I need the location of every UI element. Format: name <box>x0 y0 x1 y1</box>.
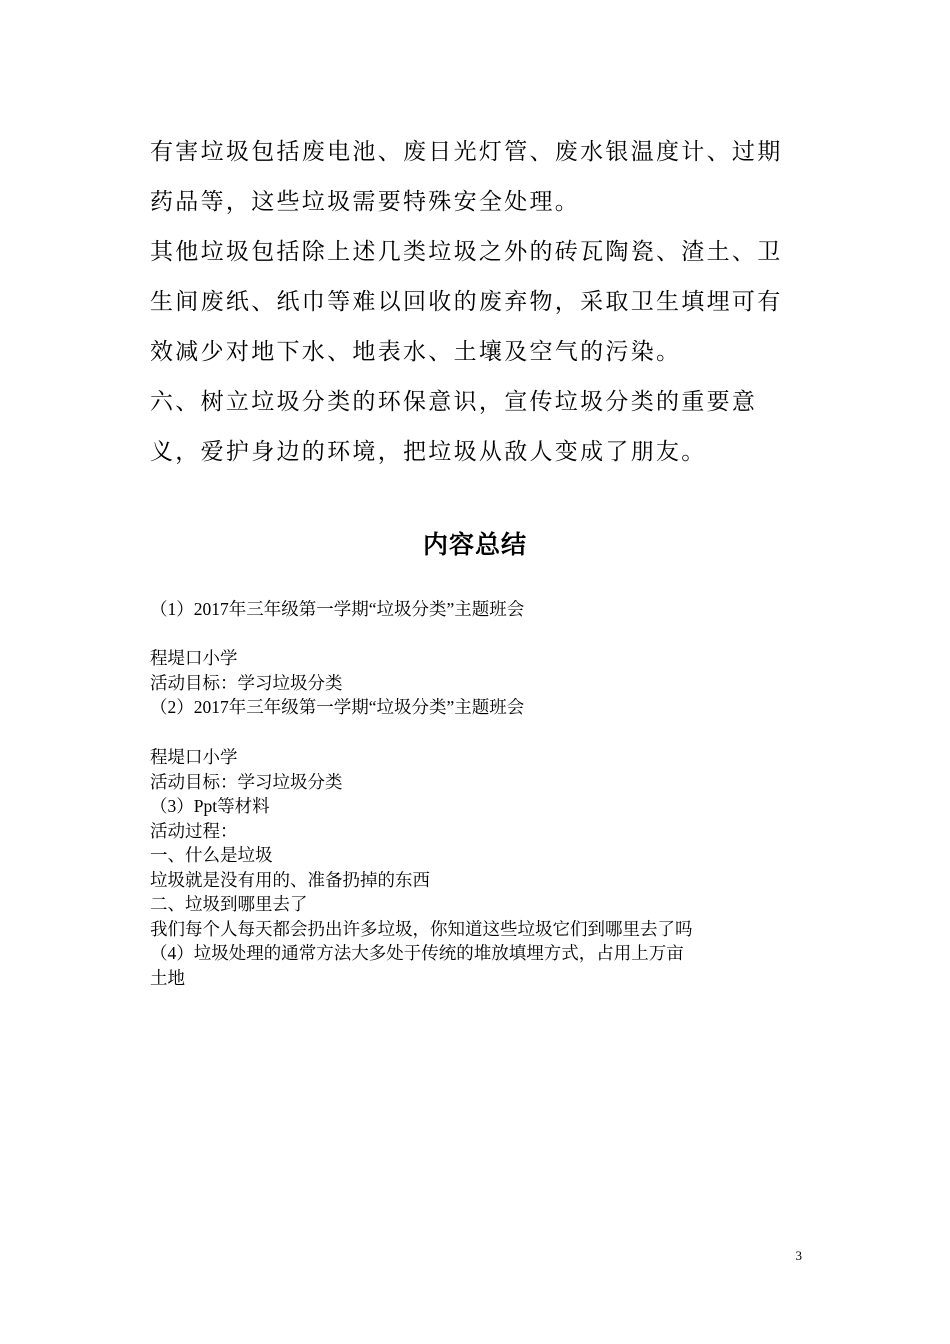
summary-line: （4）垃圾处理的通常方法大多处于传统的堆放填埋方式，占用上万亩 <box>150 943 684 963</box>
paragraph-other-waste <box>150 227 810 377</box>
summary-line: （2）2017年三年级第一学期“垃圾分类”主题班会 <box>150 697 525 717</box>
text-line: 生间废纸、纸巾等难以回收的废弃物，采取卫生填埋可有 <box>150 289 783 314</box>
text-line: 有害垃圾包括废电池、废日光灯管、废水银温度计、过期 <box>150 139 783 164</box>
summary-line: 程堤口小学 <box>150 648 238 668</box>
text-line: 效减少对地下水、地表水、土壤及空气的污染。 <box>150 339 682 364</box>
summary-line: （1）2017年三年级第一学期“垃圾分类”主题班会 <box>150 599 525 619</box>
text-line: 药品等，这些垃圾需要特殊安全处理。 <box>150 189 581 214</box>
summary-line: 程堤口小学 <box>150 747 238 767</box>
paragraph-awareness <box>150 377 810 477</box>
summary-line: 活动目标：学习垃圾分类 <box>150 771 343 792</box>
summary-title: 内容总结 <box>422 532 527 559</box>
summary-block-2 <box>150 646 810 720</box>
summary-line: （3）Ppt等材料 <box>150 796 270 816</box>
page-number: 3 <box>795 1248 802 1263</box>
summary-line: 活动目标：学习垃圾分类 <box>150 672 343 693</box>
summary-line: 二、垃圾到哪里去了 <box>150 894 308 914</box>
summary-block-3 <box>150 745 810 990</box>
summary-block-1 <box>150 597 810 622</box>
text-line: 六、树立垃圾分类的环保意识，宣传垃圾分类的重要意 <box>150 389 758 414</box>
summary-line: 土地 <box>150 967 185 988</box>
paragraph-hazardous-waste <box>150 127 810 227</box>
text-line: 义，爱护身边的环境，把垃圾从敌人变成了朋友。 <box>150 439 707 464</box>
summary-line: 垃圾就是没有用的、准备扔掉的东西 <box>150 869 430 890</box>
summary-line: 我们每个人每天都会扔出许多垃圾，你知道这些垃圾它们到哪里去了吗 <box>150 918 693 939</box>
summary-line: 活动过程： <box>150 820 238 841</box>
summary-line: 一、什么是垃圾 <box>150 845 273 865</box>
text-line: 其他垃圾包括除上述几类垃圾之外的砖瓦陶瓷、渣土、卫 <box>150 239 783 264</box>
